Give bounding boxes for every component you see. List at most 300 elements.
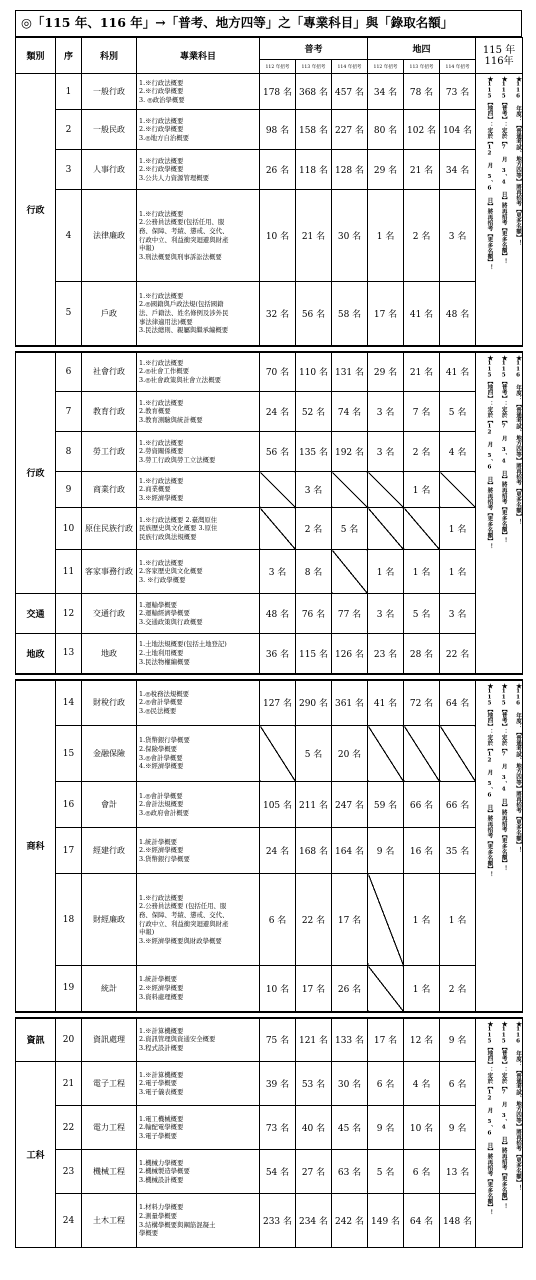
subject-line: 法、戶籍法、姓名條例及涉外民 xyxy=(139,308,229,317)
table-row xyxy=(16,352,523,392)
quota-cell: 41 名 xyxy=(368,680,404,726)
seq-cell: 15 xyxy=(56,726,82,782)
note-column-1: ★115【普考】：定於【7 月 3、4 日】將再招考【更多名額】！ xyxy=(500,682,507,871)
quota-cell: 45 名 xyxy=(332,1106,368,1150)
empty-quota-cell xyxy=(368,472,404,508)
empty-quota-cell xyxy=(368,874,404,966)
header-year-4: 113 年招考 xyxy=(404,60,440,74)
table-row xyxy=(16,726,523,782)
dept-cell: 資訊處理 xyxy=(82,1018,137,1062)
subject-line: 3.資料處理概要 xyxy=(139,992,184,1001)
subject-line: 民族行政與法規概要 xyxy=(139,532,197,541)
dept-cell: 勞工行政 xyxy=(82,432,137,472)
note-column-0: ★115【地四】：定於【12 月 5、6 日】將再招考【更多名額】！ xyxy=(486,76,493,271)
quota-cell: 2 名 xyxy=(440,966,476,1012)
subject-line: 1.※行政法概要 xyxy=(139,116,184,125)
quota-cell: 178 名 xyxy=(260,74,296,110)
subject-line: 1.※行政法概要 xyxy=(139,476,184,485)
category-cell: 行政 xyxy=(16,74,56,346)
quota-cell: 1 名 xyxy=(440,508,476,550)
quota-cell: 10 名 xyxy=(260,966,296,1012)
subject-line: 1.※行政法概要 xyxy=(139,156,184,165)
subject-line: 3.◎民法概要 xyxy=(139,707,177,716)
table-row xyxy=(16,634,523,674)
quota-cell: 21 名 xyxy=(404,352,440,392)
quota-cell: 3 名 xyxy=(368,594,404,634)
subject-line: 事法律適用法)概要 xyxy=(139,317,193,326)
table-row xyxy=(16,110,523,150)
quota-cell: 41 名 xyxy=(440,352,476,392)
recruit-note xyxy=(476,1018,523,1248)
subjects-cell xyxy=(137,1018,260,1062)
seq-cell: 24 xyxy=(56,1194,82,1248)
subject-line: 1.統計學概要 xyxy=(139,837,178,846)
subject-line: 3.電子學概要 xyxy=(139,1131,178,1140)
note-column-2: ★116 年度：【普通考試、地方四等】將再招考【更多名額】！ xyxy=(515,682,522,853)
quota-cell: 233 名 xyxy=(260,1194,296,1248)
quota-cell: 16 名 xyxy=(404,828,440,874)
quota-cell: 78 名 xyxy=(404,74,440,110)
subject-line: 3.勞工行政與勞工立法概要 xyxy=(139,455,216,464)
seq-cell: 6 xyxy=(56,352,82,392)
subject-line: 3.程式設計概要 xyxy=(139,1044,184,1053)
seq-cell: 10 xyxy=(56,508,82,550)
subject-line: 3.※經濟學概要與財政學概要 xyxy=(139,936,222,945)
table-row xyxy=(16,828,523,874)
quota-cell: 22 名 xyxy=(440,634,476,674)
quota-cell: 5 名 xyxy=(440,392,476,432)
subject-line: 1.※行政法概要 xyxy=(139,398,184,407)
table-row xyxy=(16,432,523,472)
quota-cell: 9 名 xyxy=(440,1106,476,1150)
subject-line: 申報) xyxy=(139,928,155,937)
subject-line: 1.※計算機概要 xyxy=(139,1070,184,1079)
header-seq: 序 xyxy=(56,38,82,74)
subject-line: 1.※行政法概要 xyxy=(139,358,184,367)
category-cell: 行政 xyxy=(16,352,56,594)
subjects-cell xyxy=(137,74,260,110)
quota-cell: 9 名 xyxy=(368,828,404,874)
subject-line: 3. ※行政學概要 xyxy=(139,575,186,584)
recruit-note xyxy=(476,680,523,1012)
quota-cell: 39 名 xyxy=(260,1062,296,1106)
header-116: 116年 xyxy=(484,55,514,67)
category-cell: 地政 xyxy=(16,634,56,674)
subject-line: 3.機械設計概要 xyxy=(139,1175,184,1184)
subject-line: 2.※經濟學概要 xyxy=(139,983,184,992)
quota-cell: 17 名 xyxy=(368,282,404,346)
quota-cell: 34 名 xyxy=(368,74,404,110)
header-year-115-116 xyxy=(476,38,523,74)
table-row xyxy=(16,392,523,432)
subject-line: 2.保險學概要 xyxy=(139,744,178,753)
subject-line: 1.◎稅務法規概要 xyxy=(139,689,190,698)
quota-cell: 227 名 xyxy=(332,110,368,150)
quota-cell: 80 名 xyxy=(368,110,404,150)
subject-line: 1.※行政法概要 xyxy=(139,78,184,87)
subject-line: 3.教育測驗與統計概要 xyxy=(139,415,203,424)
quota-cell: 135 名 xyxy=(296,432,332,472)
quota-cell: 121 名 xyxy=(296,1018,332,1062)
subject-line: 2.◎社會工作概要 xyxy=(139,367,190,376)
quota-cell: 30 名 xyxy=(332,190,368,282)
quota-cell: 1 名 xyxy=(404,966,440,1012)
note-columns xyxy=(478,355,520,671)
subject-line: 3.◎社會政策與社會立法概要 xyxy=(139,376,221,385)
subjects-cell xyxy=(137,966,260,1012)
quota-cell: 13 名 xyxy=(440,1150,476,1194)
quota-cell: 64 名 xyxy=(404,1194,440,1248)
quota-cell: 290 名 xyxy=(296,680,332,726)
subject-line: 2.公務員法概要(包括任用、服 xyxy=(139,218,225,227)
quota-cell: 1 名 xyxy=(368,550,404,594)
dept-cell: 財經廉政 xyxy=(82,874,137,966)
quota-cell: 66 名 xyxy=(404,782,440,828)
quota-cell: 73 名 xyxy=(440,74,476,110)
exam-table xyxy=(15,37,523,1248)
subjects-cell xyxy=(137,726,260,782)
quota-cell: 6 名 xyxy=(260,874,296,966)
subjects-cell xyxy=(137,352,260,392)
category-cell: 交通 xyxy=(16,594,56,634)
header-year-3: 112 年招考 xyxy=(368,60,404,74)
table-row xyxy=(16,1150,523,1194)
quota-cell: 52 名 xyxy=(296,392,332,432)
subject-line: 4.※經濟學概要 xyxy=(139,762,184,771)
dept-cell: 財稅行政 xyxy=(82,680,137,726)
dept-cell: 統計 xyxy=(82,966,137,1012)
table-row xyxy=(16,680,523,726)
table-row xyxy=(16,282,523,346)
quota-cell: 192 名 xyxy=(332,432,368,472)
header-category: 類別 xyxy=(16,38,56,74)
dept-cell: 商業行政 xyxy=(82,472,137,508)
subjects-cell xyxy=(137,550,260,594)
quota-cell: 3 名 xyxy=(368,392,404,432)
subject-line: 2.機械製造學概要 xyxy=(139,1167,190,1176)
subject-line: 3.民法總則、親屬與繼承編概要 xyxy=(139,326,229,335)
subject-line: 2.◎會計學概要 xyxy=(139,698,183,707)
dept-cell: 電子工程 xyxy=(82,1062,137,1106)
quota-cell: 5 名 xyxy=(332,508,368,550)
table-row xyxy=(16,74,523,110)
subjects-cell xyxy=(137,874,260,966)
subject-line: 學概要 xyxy=(139,1229,159,1238)
quota-cell: 5 名 xyxy=(404,594,440,634)
dept-cell: 原住民族行政 xyxy=(82,508,137,550)
dept-cell: 機械工程 xyxy=(82,1150,137,1194)
dept-cell: 戶政 xyxy=(82,282,137,346)
empty-quota-cell xyxy=(332,550,368,594)
quota-cell: 34 名 xyxy=(440,150,476,190)
recruit-note xyxy=(476,74,523,346)
subject-line: 2.※行政學概要 xyxy=(139,125,184,134)
quota-cell: 1 名 xyxy=(404,874,440,966)
quota-cell: 9 名 xyxy=(368,1106,404,1150)
seq-cell: 7 xyxy=(56,392,82,432)
dept-cell: 一般行政 xyxy=(82,74,137,110)
subjects-cell xyxy=(137,472,260,508)
dept-cell: 經建行政 xyxy=(82,828,137,874)
table-row xyxy=(16,1194,523,1248)
subject-line: 申報) xyxy=(139,244,155,253)
seq-cell: 3 xyxy=(56,150,82,190)
quota-cell: 115 名 xyxy=(296,634,332,674)
subject-line: 2.電子學概要 xyxy=(139,1079,178,1088)
subject-line: 2.運輸經濟學概要 xyxy=(139,609,190,618)
subject-line: 3.刑法概要與刑事訴訟法概要 xyxy=(139,252,222,261)
subject-line: 1.貨幣銀行學概要 xyxy=(139,736,190,745)
subject-line: 3.結構學概要與鋼筋混凝土 xyxy=(139,1220,216,1229)
header-difang: 地四 xyxy=(368,38,476,60)
dept-cell: 交通行政 xyxy=(82,594,137,634)
subject-line: 1.※計算機概要 xyxy=(139,1026,184,1035)
header-115: 115 年 xyxy=(482,44,516,56)
quota-cell: 40 名 xyxy=(296,1106,332,1150)
subject-line: 3. ◎政治學概要 xyxy=(139,95,185,104)
table-row xyxy=(16,550,523,594)
quota-cell: 7 名 xyxy=(404,392,440,432)
quota-cell: 48 名 xyxy=(260,594,296,634)
subject-line: 1.機械力學概要 xyxy=(139,1158,184,1167)
header-year-2: 114 年招考 xyxy=(332,60,368,74)
quota-cell: 24 名 xyxy=(260,392,296,432)
quota-cell: 1 名 xyxy=(404,472,440,508)
subject-line: 2.※經濟學概要 xyxy=(139,846,184,855)
dept-cell: 教育行政 xyxy=(82,392,137,432)
table-row xyxy=(16,1062,523,1106)
subjects-cell xyxy=(137,782,260,828)
subjects-cell xyxy=(137,508,260,550)
subject-line: 1.◎會計學概要 xyxy=(139,791,183,800)
seq-cell: 11 xyxy=(56,550,82,594)
note-column-2: ★116 年度：【普通考試、地方四等】將再招考【更多名額】！ xyxy=(515,1020,522,1191)
subject-line: 1.※行政法概要 xyxy=(139,209,184,218)
seq-cell: 8 xyxy=(56,432,82,472)
seq-cell: 13 xyxy=(56,634,82,674)
seq-cell: 5 xyxy=(56,282,82,346)
quota-cell: 27 名 xyxy=(296,1150,332,1194)
quota-cell: 368 名 xyxy=(296,74,332,110)
subject-line: 2.資訊管理與資通安全概要 xyxy=(139,1035,216,1044)
header-year-0: 112 年招考 xyxy=(260,60,296,74)
dept-cell: 法律廉政 xyxy=(82,190,137,282)
seq-cell: 12 xyxy=(56,594,82,634)
subject-line: 2.勞資關係概要 xyxy=(139,447,184,456)
table-row xyxy=(16,1018,523,1062)
seq-cell: 18 xyxy=(56,874,82,966)
quota-cell: 127 名 xyxy=(260,680,296,726)
quota-cell: 74 名 xyxy=(332,392,368,432)
seq-cell: 9 xyxy=(56,472,82,508)
subject-line: 務、保障、考績、懲戒、交代、 xyxy=(139,910,229,919)
quota-cell: 4 名 xyxy=(440,432,476,472)
subject-line: 1.※行政法概要 xyxy=(139,438,184,447)
subjects-cell xyxy=(137,1150,260,1194)
quota-cell: 149 名 xyxy=(368,1194,404,1248)
seq-cell: 21 xyxy=(56,1062,82,1106)
seq-cell: 17 xyxy=(56,828,82,874)
quota-cell: 29 名 xyxy=(368,352,404,392)
note-column-2: ★116 年度：【普通考試、地方四等】將再招考【更多名額】！ xyxy=(515,354,522,525)
subject-line: 1.統計學概要 xyxy=(139,975,178,984)
subjects-cell xyxy=(137,1106,260,1150)
subjects-cell xyxy=(137,594,260,634)
quota-cell: 148 名 xyxy=(440,1194,476,1248)
dept-cell: 土木工程 xyxy=(82,1194,137,1248)
table-row xyxy=(16,874,523,966)
empty-quota-cell xyxy=(260,508,296,550)
quota-cell: 17 名 xyxy=(368,1018,404,1062)
subjects-cell xyxy=(137,1062,260,1106)
quota-cell: 10 名 xyxy=(404,1106,440,1150)
note-columns xyxy=(478,76,520,343)
quota-cell: 75 名 xyxy=(260,1018,296,1062)
quota-cell: 22 名 xyxy=(296,874,332,966)
subject-line: 2.※行政學概要 xyxy=(139,165,184,174)
subject-line: 2.土地利用概要 xyxy=(139,648,184,657)
table-row xyxy=(16,508,523,550)
quota-cell: 36 名 xyxy=(260,634,296,674)
empty-quota-cell xyxy=(368,726,404,782)
quota-cell: 102 名 xyxy=(404,110,440,150)
page-title: ◎「115 年、116 年」→「普考、地方四等」之「專業科目」與「錄取名額」 xyxy=(15,10,522,37)
quota-cell: 59 名 xyxy=(368,782,404,828)
subject-line: 3.貨幣銀行學概要 xyxy=(139,854,190,863)
subject-line: 3.民法物權編概要 xyxy=(139,657,190,666)
empty-quota-cell xyxy=(368,508,404,550)
subjects-cell xyxy=(137,432,260,472)
seq-cell: 22 xyxy=(56,1106,82,1150)
subjects-cell xyxy=(137,1194,260,1248)
quota-cell: 98 名 xyxy=(260,110,296,150)
quota-cell: 73 名 xyxy=(260,1106,296,1150)
dept-cell: 社會行政 xyxy=(82,352,137,392)
quota-cell: 53 名 xyxy=(296,1062,332,1106)
quota-cell: 12 名 xyxy=(404,1018,440,1062)
subjects-cell xyxy=(137,190,260,282)
subjects-cell xyxy=(137,680,260,726)
quota-cell: 3 名 xyxy=(368,432,404,472)
quota-cell: 10 名 xyxy=(260,190,296,282)
subject-line: 行政中立、利益衝突迴避與財產 xyxy=(139,235,229,244)
quota-cell: 29 名 xyxy=(368,150,404,190)
subjects-cell xyxy=(137,150,260,190)
empty-quota-cell xyxy=(404,726,440,782)
seq-cell: 14 xyxy=(56,680,82,726)
dept-cell: 人事行政 xyxy=(82,150,137,190)
quota-cell: 28 名 xyxy=(404,634,440,674)
empty-quota-cell xyxy=(368,966,404,1012)
quota-cell: 3 名 xyxy=(440,190,476,282)
seq-cell: 23 xyxy=(56,1150,82,1194)
subject-line: 2.客家歷史與文化概要 xyxy=(139,567,203,576)
quota-cell: 54 名 xyxy=(260,1150,296,1194)
quota-cell: 118 名 xyxy=(296,150,332,190)
subjects-cell xyxy=(137,634,260,674)
quota-cell: 104 名 xyxy=(440,110,476,150)
quota-cell: 35 名 xyxy=(440,828,476,874)
subject-line: 3.電子儀表概要 xyxy=(139,1087,184,1096)
subject-line: 3.◎地方自治概要 xyxy=(139,133,190,142)
note-column-2: ★116 年度：【普通考試、地方四等】將再招考【更多名額】！ xyxy=(515,76,522,246)
empty-quota-cell xyxy=(440,472,476,508)
empty-quota-cell xyxy=(440,726,476,782)
quota-cell: 2 名 xyxy=(404,190,440,282)
quota-cell: 6 名 xyxy=(440,1062,476,1106)
quota-cell: 64 名 xyxy=(440,680,476,726)
subject-line: 1.※行政法概要 xyxy=(139,291,184,300)
quota-cell: 17 名 xyxy=(296,966,332,1012)
table-row xyxy=(16,190,523,282)
quota-cell: 3 名 xyxy=(296,472,332,508)
quota-cell: 361 名 xyxy=(332,680,368,726)
quota-cell: 70 名 xyxy=(260,352,296,392)
table-row xyxy=(16,472,523,508)
quota-cell: 30 名 xyxy=(332,1062,368,1106)
quota-cell: 164 名 xyxy=(332,828,368,874)
table-row xyxy=(16,594,523,634)
quota-cell: 234 名 xyxy=(296,1194,332,1248)
subject-line: 務、保障、考績、懲戒、交代、 xyxy=(139,226,229,235)
subject-line: 3.公共人力資源管理概要 xyxy=(139,173,210,182)
note-columns xyxy=(478,1021,520,1246)
subject-line: 2.公務員法概要 (包括任用、服 xyxy=(139,902,227,911)
note-column-0: ★115【地四】：定於【12 月 5、6 日】將再招考【更多名額】！ xyxy=(486,354,493,549)
category-cell: 資訊 xyxy=(16,1018,56,1062)
quota-cell: 58 名 xyxy=(332,282,368,346)
quota-cell: 72 名 xyxy=(404,680,440,726)
category-cell: 商科 xyxy=(16,680,56,1012)
quota-cell: 168 名 xyxy=(296,828,332,874)
quota-cell: 17 名 xyxy=(332,874,368,966)
quota-cell: 131 名 xyxy=(332,352,368,392)
table-row xyxy=(16,966,523,1012)
dept-cell: 地政 xyxy=(82,634,137,674)
subject-line: 2.※行政學概要 xyxy=(139,87,184,96)
quota-cell: 158 名 xyxy=(296,110,332,150)
note-columns xyxy=(478,683,520,1009)
quota-cell: 8 名 xyxy=(296,550,332,594)
seq-cell: 4 xyxy=(56,190,82,282)
quota-cell: 1 名 xyxy=(404,550,440,594)
quota-cell: 56 名 xyxy=(296,282,332,346)
subject-line: 2.輸配電學概要 xyxy=(139,1123,184,1132)
note-column-1: ★115【普考】：定於【7 月 3、4 日】將再招考【更多名額】！ xyxy=(500,76,507,265)
quota-cell: 20 名 xyxy=(332,726,368,782)
table-row xyxy=(16,1106,523,1150)
document-sheet xyxy=(15,10,522,1248)
subject-line: 2.教育概要 xyxy=(139,407,171,416)
subject-line: 3.交通政策與行政概要 xyxy=(139,617,203,626)
seq-cell: 2 xyxy=(56,110,82,150)
quota-cell: 41 名 xyxy=(404,282,440,346)
dept-cell: 金融保險 xyxy=(82,726,137,782)
subject-line: 1.土地法規概要(包括土地登記) xyxy=(139,640,227,649)
subject-line: 1.運輸學概要 xyxy=(139,600,178,609)
quota-cell: 105 名 xyxy=(260,782,296,828)
quota-cell: 247 名 xyxy=(332,782,368,828)
dept-cell: 一般民政 xyxy=(82,110,137,150)
header-year-5: 114 年招考 xyxy=(440,60,476,74)
subject-line: 行政中立、利益衝突迴避與財產 xyxy=(139,919,229,928)
quota-cell: 63 名 xyxy=(332,1150,368,1194)
table-row xyxy=(16,150,523,190)
quota-cell: 3 名 xyxy=(440,594,476,634)
subject-line: 3.※經濟學概要 xyxy=(139,493,184,502)
quota-cell: 457 名 xyxy=(332,74,368,110)
subject-line: 2.商業概要 xyxy=(139,485,171,494)
